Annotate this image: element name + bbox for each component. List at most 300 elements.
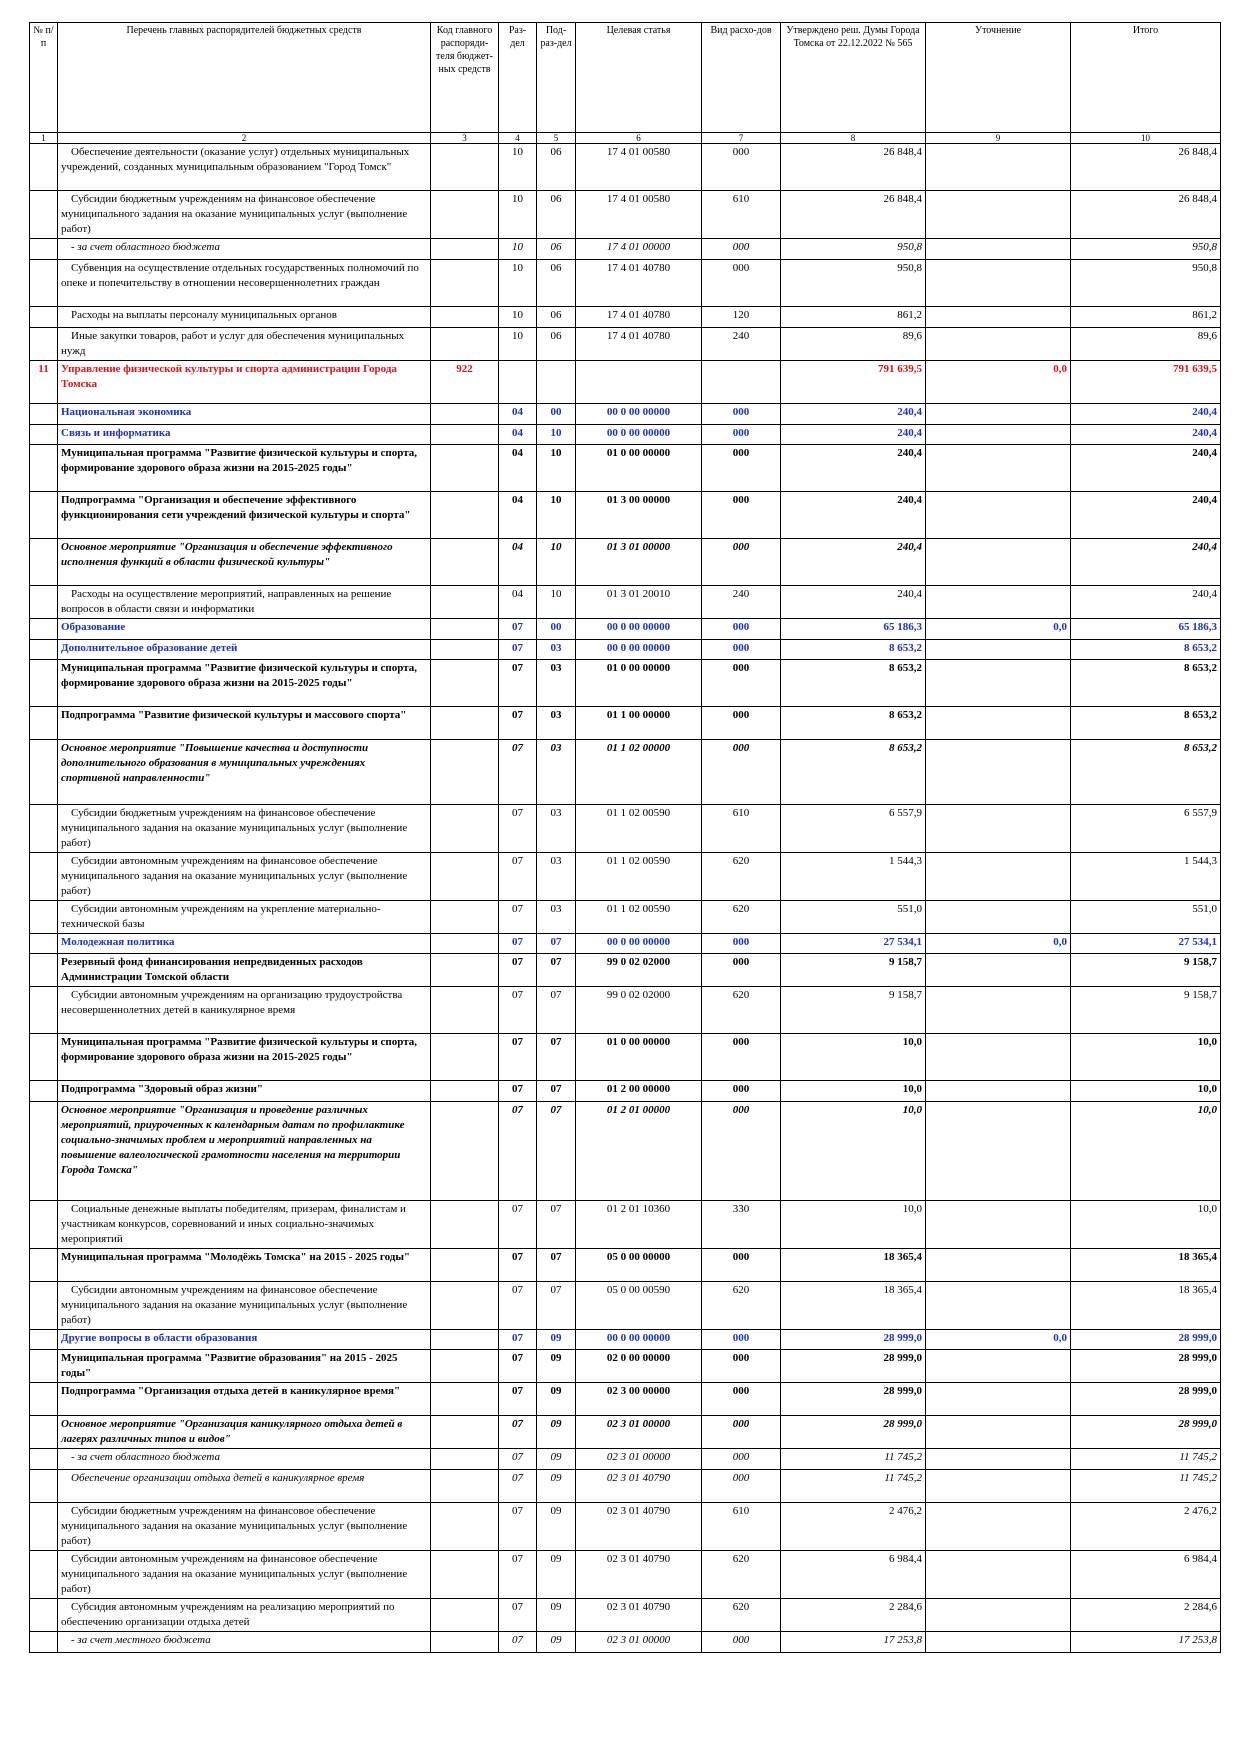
row-razdel: 07 <box>499 619 537 640</box>
row-change <box>926 640 1071 660</box>
row-target-article: 01 0 00 00000 <box>576 1034 702 1081</box>
row-approved: 28 999,0 <box>781 1383 926 1416</box>
row-podrazdel: 06 <box>537 239 576 260</box>
row-code <box>431 1632 499 1653</box>
row-total: 950,8 <box>1071 260 1221 307</box>
row-name: Субсидии бюджетным учреждениям на финансовое обеспечение муниципального задания на оказание муниципальных услуг (выполнение работ) <box>58 805 431 853</box>
header-approved: Утверждено реш. Думы Города Томска от 22.12.2022 № 565 <box>781 23 926 133</box>
row-number <box>30 1503 58 1551</box>
row-razdel: 10 <box>499 191 537 239</box>
row-number <box>30 805 58 853</box>
row-approved: 18 365,4 <box>781 1249 926 1282</box>
row-expense-type: 000 <box>702 425 781 445</box>
row-podrazdel <box>537 361 576 404</box>
table-row <box>30 1383 1221 1416</box>
row-podrazdel: 07 <box>537 1081 576 1102</box>
row-target-article: 02 3 01 00000 <box>576 1449 702 1470</box>
row-change <box>926 425 1071 445</box>
row-approved: 240,4 <box>781 492 926 539</box>
row-total: 28 999,0 <box>1071 1383 1221 1416</box>
row-razdel: 07 <box>499 1599 537 1632</box>
row-name: Образование <box>58 619 431 640</box>
header-podrazdel: Под-раз-дел <box>537 23 576 133</box>
column-number-row <box>30 133 1221 144</box>
row-razdel: 07 <box>499 1249 537 1282</box>
row-number <box>30 1449 58 1470</box>
row-approved: 240,4 <box>781 445 926 492</box>
row-total: 1 544,3 <box>1071 853 1221 901</box>
row-number <box>30 1201 58 1249</box>
row-change <box>926 987 1071 1034</box>
table-row <box>30 660 1221 707</box>
row-target-article: 02 0 00 00000 <box>576 1350 702 1383</box>
row-expense-type: 330 <box>702 1201 781 1249</box>
row-podrazdel: 09 <box>537 1632 576 1653</box>
column-number: 9 <box>926 133 1071 144</box>
row-change <box>926 805 1071 853</box>
row-name: Субсидии автономным учреждениям на финансовое обеспечение муниципального задания на оказание муниципальных услуг (выполнение работ) <box>58 1282 431 1330</box>
row-podrazdel: 03 <box>537 740 576 805</box>
row-target-article: 02 3 01 40790 <box>576 1470 702 1503</box>
row-code <box>431 1282 499 1330</box>
table-row <box>30 191 1221 239</box>
table-row <box>30 492 1221 539</box>
row-code <box>431 239 499 260</box>
row-code <box>431 640 499 660</box>
row-podrazdel: 06 <box>537 144 576 191</box>
row-podrazdel: 07 <box>537 1034 576 1081</box>
table-body <box>30 144 1221 1653</box>
row-total: 861,2 <box>1071 307 1221 328</box>
row-code <box>431 1551 499 1599</box>
row-podrazdel: 09 <box>537 1416 576 1449</box>
header-code: Код главного распоряди-теля бюджет-ных средств <box>431 23 499 133</box>
row-razdel: 10 <box>499 239 537 260</box>
row-target-article: 02 3 01 40790 <box>576 1503 702 1551</box>
row-number <box>30 619 58 640</box>
row-change <box>926 404 1071 425</box>
row-change <box>926 1632 1071 1653</box>
row-code <box>431 1503 499 1551</box>
row-approved: 9 158,7 <box>781 987 926 1034</box>
row-change <box>926 1081 1071 1102</box>
table-row <box>30 361 1221 404</box>
row-total: 18 365,4 <box>1071 1282 1221 1330</box>
row-number <box>30 1470 58 1503</box>
row-total: 27 534,1 <box>1071 934 1221 954</box>
row-razdel: 07 <box>499 1383 537 1416</box>
row-name: Муниципальная программа "Развитие физической культуры и спорта, формирование здорового образа жизни на 2015-2025 годы" <box>58 1034 431 1081</box>
row-change <box>926 1470 1071 1503</box>
row-expense-type: 000 <box>702 144 781 191</box>
row-expense-type: 000 <box>702 1081 781 1102</box>
row-total: 8 653,2 <box>1071 640 1221 660</box>
row-change <box>926 1350 1071 1383</box>
row-number <box>30 539 58 586</box>
row-razdel: 10 <box>499 260 537 307</box>
row-expense-type: 240 <box>702 586 781 619</box>
row-expense-type: 000 <box>702 1416 781 1449</box>
row-expense-type: 000 <box>702 1383 781 1416</box>
row-total: 2 284,6 <box>1071 1599 1221 1632</box>
row-expense-type: 000 <box>702 740 781 805</box>
column-number: 4 <box>499 133 537 144</box>
row-code <box>431 1034 499 1081</box>
row-change <box>926 1599 1071 1632</box>
row-code <box>431 1201 499 1249</box>
row-razdel: 04 <box>499 492 537 539</box>
row-change <box>926 260 1071 307</box>
row-name: - за счет областного бюджета <box>58 1449 431 1470</box>
row-change: 0,0 <box>926 361 1071 404</box>
row-razdel: 07 <box>499 1470 537 1503</box>
row-code <box>431 260 499 307</box>
row-number <box>30 307 58 328</box>
row-number <box>30 1632 58 1653</box>
row-number <box>30 1416 58 1449</box>
row-expense-type: 120 <box>702 307 781 328</box>
row-podrazdel: 03 <box>537 853 576 901</box>
row-total: 240,4 <box>1071 404 1221 425</box>
row-total: 10,0 <box>1071 1102 1221 1201</box>
row-approved: 8 653,2 <box>781 660 926 707</box>
row-expense-type: 610 <box>702 191 781 239</box>
row-change <box>926 1249 1071 1282</box>
row-name: Субсидии автономным учреждениям на финансовое обеспечение муниципального задания на оказание муниципальных услуг (выполнение работ) <box>58 1551 431 1599</box>
row-approved: 27 534,1 <box>781 934 926 954</box>
row-change: 0,0 <box>926 1330 1071 1350</box>
row-target-article: 00 0 00 00000 <box>576 619 702 640</box>
row-change <box>926 539 1071 586</box>
table-row <box>30 1249 1221 1282</box>
row-expense-type: 000 <box>702 619 781 640</box>
row-name: Субсидия автономным учреждениям на реализацию мероприятий по обеспечению организации отдыха детей <box>58 1599 431 1632</box>
row-name: Субвенция на осуществление отдельных государственных полномочий по опеке и попечительству в отношении несовершеннолетних граждан <box>58 260 431 307</box>
row-name: - за счет местного бюджета <box>58 1632 431 1653</box>
row-target-article: 01 2 00 00000 <box>576 1081 702 1102</box>
row-total: 10,0 <box>1071 1034 1221 1081</box>
row-change <box>926 239 1071 260</box>
row-target-article: 01 2 01 00000 <box>576 1102 702 1201</box>
row-target-article: 99 0 02 02000 <box>576 987 702 1034</box>
row-change <box>926 853 1071 901</box>
row-target-article: 17 4 01 40780 <box>576 328 702 361</box>
row-total: 26 848,4 <box>1071 191 1221 239</box>
row-approved: 6 984,4 <box>781 1551 926 1599</box>
row-name: Субсидии автономным учреждениям на укрепление материально-технической базы <box>58 901 431 934</box>
row-total: 791 639,5 <box>1071 361 1221 404</box>
row-podrazdel: 07 <box>537 1282 576 1330</box>
row-approved: 8 653,2 <box>781 640 926 660</box>
row-number <box>30 1249 58 1282</box>
row-name: Резервный фонд финансирования непредвиденных расходов Администрации Томской области <box>58 954 431 987</box>
row-total: 17 253,8 <box>1071 1632 1221 1653</box>
table-row <box>30 1416 1221 1449</box>
row-number <box>30 853 58 901</box>
row-expense-type: 000 <box>702 1034 781 1081</box>
row-change <box>926 191 1071 239</box>
row-change <box>926 954 1071 987</box>
table-row <box>30 901 1221 934</box>
row-change <box>926 707 1071 740</box>
row-expense-type: 620 <box>702 1282 781 1330</box>
row-target-article: 01 1 02 00590 <box>576 805 702 853</box>
row-target-article: 05 0 00 00590 <box>576 1282 702 1330</box>
table-row <box>30 328 1221 361</box>
row-total: 240,4 <box>1071 492 1221 539</box>
row-approved: 28 999,0 <box>781 1416 926 1449</box>
column-number: 2 <box>58 133 431 144</box>
row-expense-type: 620 <box>702 1551 781 1599</box>
row-target-article: 01 3 01 00000 <box>576 539 702 586</box>
row-number: 11 <box>30 361 58 404</box>
row-code <box>431 1350 499 1383</box>
row-total: 240,4 <box>1071 425 1221 445</box>
table-row <box>30 853 1221 901</box>
row-podrazdel: 07 <box>537 954 576 987</box>
row-number <box>30 1350 58 1383</box>
table-row <box>30 144 1221 191</box>
row-code <box>431 404 499 425</box>
row-name: Муниципальная программа "Молодёжь Томска" на 2015 - 2025 годы" <box>58 1249 431 1282</box>
row-change <box>926 740 1071 805</box>
row-expense-type: 000 <box>702 640 781 660</box>
row-number <box>30 492 58 539</box>
row-approved: 950,8 <box>781 260 926 307</box>
row-approved: 6 557,9 <box>781 805 926 853</box>
row-razdel: 07 <box>499 1449 537 1470</box>
column-number: 1 <box>30 133 58 144</box>
row-code <box>431 707 499 740</box>
row-approved: 240,4 <box>781 404 926 425</box>
row-target-article: 02 3 01 00000 <box>576 1632 702 1653</box>
row-number <box>30 191 58 239</box>
row-name: Подпрограмма "Развитие физической культуры и массового спорта" <box>58 707 431 740</box>
row-name: Муниципальная программа "Развитие физической культуры и спорта, формирование здорового образа жизни на 2015-2025 годы" <box>58 660 431 707</box>
row-razdel: 07 <box>499 1081 537 1102</box>
row-razdel: 04 <box>499 404 537 425</box>
row-number <box>30 328 58 361</box>
table-row <box>30 954 1221 987</box>
row-name: Подпрограмма "Организация отдыха детей в каникулярное время" <box>58 1383 431 1416</box>
row-change <box>926 1282 1071 1330</box>
row-podrazdel: 10 <box>537 586 576 619</box>
row-razdel: 04 <box>499 539 537 586</box>
row-podrazdel: 10 <box>537 492 576 539</box>
header-vid: Вид расхо-дов <box>702 23 781 133</box>
row-code <box>431 586 499 619</box>
table-row <box>30 445 1221 492</box>
row-expense-type: 610 <box>702 805 781 853</box>
row-expense-type: 000 <box>702 954 781 987</box>
table-header <box>30 23 1221 144</box>
row-razdel: 07 <box>499 954 537 987</box>
row-razdel: 07 <box>499 1632 537 1653</box>
row-target-article: 02 3 01 40790 <box>576 1599 702 1632</box>
row-code <box>431 954 499 987</box>
row-number <box>30 260 58 307</box>
row-code <box>431 660 499 707</box>
row-podrazdel: 03 <box>537 707 576 740</box>
row-name: Расходы на выплаты персоналу муниципальных органов <box>58 307 431 328</box>
row-razdel: 10 <box>499 328 537 361</box>
row-code <box>431 987 499 1034</box>
row-total: 950,8 <box>1071 239 1221 260</box>
row-razdel: 07 <box>499 640 537 660</box>
row-approved: 28 999,0 <box>781 1330 926 1350</box>
row-name: Субсидии бюджетным учреждениям на финансовое обеспечение муниципального задания на оказание муниципальных услуг (выполнение работ) <box>58 191 431 239</box>
row-target-article: 05 0 00 00000 <box>576 1249 702 1282</box>
row-change <box>926 901 1071 934</box>
row-number <box>30 1599 58 1632</box>
row-expense-type: 000 <box>702 1330 781 1350</box>
row-change <box>926 328 1071 361</box>
table-row <box>30 1470 1221 1503</box>
row-target-article: 02 3 00 00000 <box>576 1383 702 1416</box>
row-approved: 240,4 <box>781 425 926 445</box>
row-razdel: 10 <box>499 307 537 328</box>
row-name: Обеспечение деятельности (оказание услуг) отдельных муниципальных учреждений, созданных муниципальным образованием "Город Томск" <box>58 144 431 191</box>
row-expense-type: 000 <box>702 1102 781 1201</box>
table-row <box>30 1034 1221 1081</box>
row-target-article: 17 4 01 00580 <box>576 144 702 191</box>
row-name: Основное мероприятие "Организация и обеспечение эффективного исполнения функций в области физической культуры" <box>58 539 431 586</box>
row-total: 6 984,4 <box>1071 1551 1221 1599</box>
row-approved: 10,0 <box>781 1201 926 1249</box>
row-razdel: 04 <box>499 445 537 492</box>
row-number <box>30 1081 58 1102</box>
table-row <box>30 404 1221 425</box>
row-change <box>926 1201 1071 1249</box>
row-name: Дополнительное образование детей <box>58 640 431 660</box>
row-number <box>30 1102 58 1201</box>
row-approved: 26 848,4 <box>781 144 926 191</box>
row-expense-type: 000 <box>702 492 781 539</box>
row-podrazdel: 06 <box>537 328 576 361</box>
row-expense-type: 000 <box>702 934 781 954</box>
row-approved: 10,0 <box>781 1034 926 1081</box>
table-row <box>30 539 1221 586</box>
row-razdel: 07 <box>499 934 537 954</box>
table-row <box>30 740 1221 805</box>
row-podrazdel: 00 <box>537 404 576 425</box>
column-number: 7 <box>702 133 781 144</box>
row-podrazdel: 09 <box>537 1449 576 1470</box>
row-number <box>30 640 58 660</box>
row-number <box>30 425 58 445</box>
row-target-article: 00 0 00 00000 <box>576 640 702 660</box>
row-approved: 8 653,2 <box>781 707 926 740</box>
row-code <box>431 307 499 328</box>
row-name: Подпрограмма "Организация и обеспечение эффективного функционирования сети учреждений физической культуры и спорта" <box>58 492 431 539</box>
row-expense-type: 000 <box>702 1470 781 1503</box>
header-statya: Целевая статья <box>576 23 702 133</box>
row-approved: 8 653,2 <box>781 740 926 805</box>
row-podrazdel: 03 <box>537 660 576 707</box>
table-row <box>30 1551 1221 1599</box>
row-target-article: 01 0 00 00000 <box>576 445 702 492</box>
row-target-article <box>576 361 702 404</box>
row-name: Иные закупки товаров, работ и услуг для обеспечения муниципальных нужд <box>58 328 431 361</box>
row-change <box>926 1416 1071 1449</box>
row-change <box>926 1503 1071 1551</box>
row-razdel: 07 <box>499 1282 537 1330</box>
row-change <box>926 307 1071 328</box>
row-number <box>30 740 58 805</box>
header-total: Итого <box>1071 23 1221 133</box>
row-podrazdel: 03 <box>537 901 576 934</box>
table-row <box>30 1632 1221 1653</box>
row-name: Субсидии автономным учреждениям на организацию трудоустройства несовершеннолетних детей в каникулярное время <box>58 987 431 1034</box>
row-name: Субсидии автономным учреждениям на финансовое обеспечение муниципального задания на оказание муниципальных услуг (выполнение работ) <box>58 853 431 901</box>
row-expense-type: 620 <box>702 987 781 1034</box>
row-target-article: 01 1 00 00000 <box>576 707 702 740</box>
row-expense-type: 000 <box>702 707 781 740</box>
row-code <box>431 901 499 934</box>
table-row <box>30 987 1221 1034</box>
row-total: 240,4 <box>1071 539 1221 586</box>
row-razdel: 07 <box>499 1503 537 1551</box>
row-total: 28 999,0 <box>1071 1330 1221 1350</box>
row-target-article: 17 4 01 40780 <box>576 260 702 307</box>
row-expense-type: 000 <box>702 1350 781 1383</box>
row-podrazdel: 09 <box>537 1599 576 1632</box>
row-target-article: 01 1 02 00590 <box>576 853 702 901</box>
table-row <box>30 586 1221 619</box>
row-code <box>431 1383 499 1416</box>
row-change <box>926 586 1071 619</box>
table-row <box>30 307 1221 328</box>
row-total: 11 745,2 <box>1071 1470 1221 1503</box>
row-name: Национальная экономика <box>58 404 431 425</box>
row-change <box>926 144 1071 191</box>
row-razdel: 07 <box>499 1201 537 1249</box>
row-target-article: 01 2 01 10360 <box>576 1201 702 1249</box>
row-approved: 240,4 <box>781 586 926 619</box>
row-razdel: 07 <box>499 987 537 1034</box>
row-approved: 89,6 <box>781 328 926 361</box>
row-number <box>30 987 58 1034</box>
row-number <box>30 144 58 191</box>
table-row <box>30 1081 1221 1102</box>
row-total: 2 476,2 <box>1071 1503 1221 1551</box>
table-row <box>30 1201 1221 1249</box>
row-approved: 10,0 <box>781 1081 926 1102</box>
row-razdel: 07 <box>499 901 537 934</box>
row-razdel: 07 <box>499 740 537 805</box>
row-name: - за счет областного бюджета <box>58 239 431 260</box>
row-approved: 18 365,4 <box>781 1282 926 1330</box>
row-name: Связь и информатика <box>58 425 431 445</box>
row-expense-type: 000 <box>702 404 781 425</box>
row-approved: 2 284,6 <box>781 1599 926 1632</box>
row-approved: 240,4 <box>781 539 926 586</box>
row-name: Основное мероприятие "Организация и проведение различных мероприятий, приуроченных к календарным датам по профилактике социально-значимых проблем и мероприятий направленных на повышение валеологической грамотности населения на территории Города Томска" <box>58 1102 431 1201</box>
column-number: 8 <box>781 133 926 144</box>
row-podrazdel: 06 <box>537 260 576 307</box>
row-razdel <box>499 361 537 404</box>
table-row <box>30 805 1221 853</box>
row-target-article: 17 4 01 00580 <box>576 191 702 239</box>
header-razdel: Раз-дел <box>499 23 537 133</box>
row-podrazdel: 09 <box>537 1551 576 1599</box>
row-approved: 17 253,8 <box>781 1632 926 1653</box>
row-number <box>30 239 58 260</box>
row-total: 9 158,7 <box>1071 987 1221 1034</box>
header-row <box>30 23 1221 133</box>
row-code <box>431 425 499 445</box>
row-expense-type <box>702 361 781 404</box>
